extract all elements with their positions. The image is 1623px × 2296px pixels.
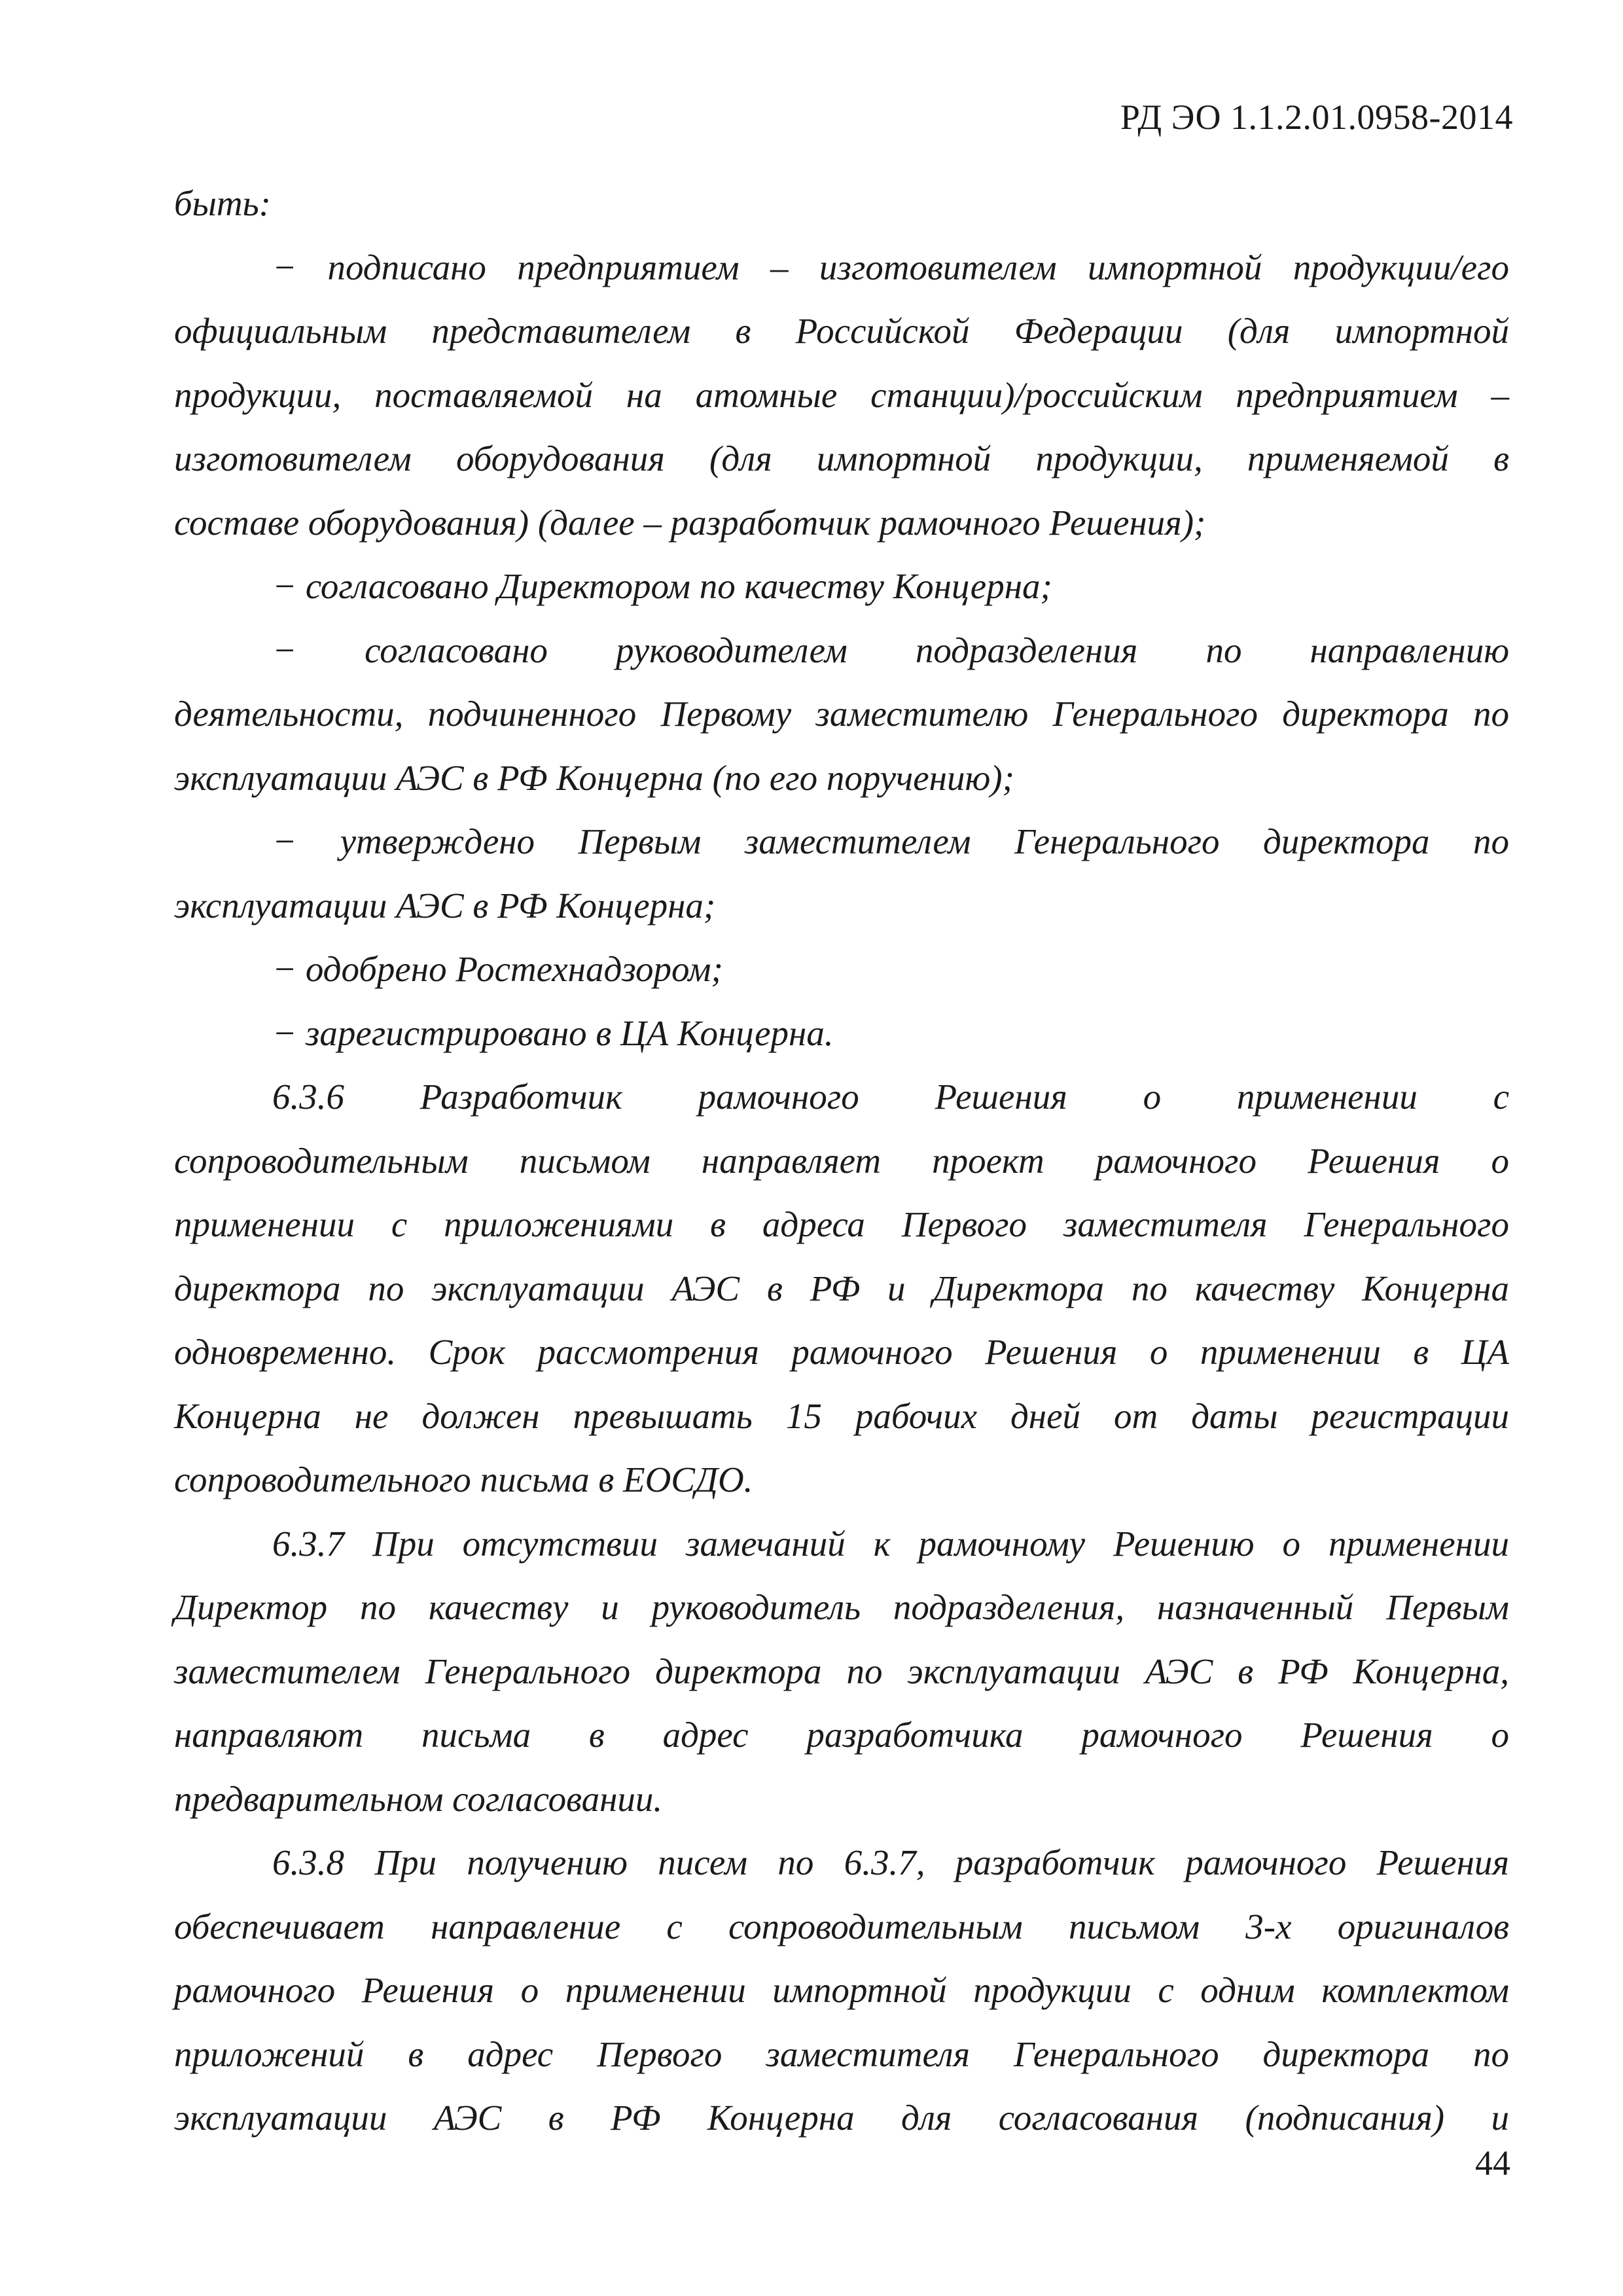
text-line: приложений в адрес Первого заместителя Генерального директора по <box>174 2034 1509 2074</box>
text-line: применении с приложениями в адреса Первого заместителя Генерального <box>174 1204 1509 1244</box>
text-line: эксплуатации АЭС в РФ Концерна (по его поручению); <box>174 757 1014 798</box>
text-line: − согласовано Директором по качеству Концерна; <box>272 566 1052 606</box>
text-line: Концерна не должен превышать 15 рабочих дней от даты регистрации <box>174 1395 1509 1436</box>
text-line: Директор по качеству и руководитель подразделения, назначенный Первым <box>174 1587 1509 1627</box>
text-line: − согласовано руководителем подразделения по направлению <box>272 630 1509 670</box>
text-line: − подписано предприятием – изготовителем импортной продукции/его <box>272 247 1509 287</box>
text-line: быть: <box>174 183 271 223</box>
text-line: официальным представителем в Российской Федерации (для импортной <box>174 311 1509 351</box>
text-line: обеспечивает направление с сопроводительным письмом 3-х оригиналов <box>174 1906 1509 1946</box>
text-line: 6.3.8 При получению писем по 6.3.7, разработчик рамочного Решения <box>272 1842 1509 1882</box>
text-line: продукции, поставляемой на атомные станции)/российским предприятием – <box>174 374 1509 415</box>
text-line: предварительном согласовании. <box>174 1778 663 1819</box>
page-number: 44 <box>1475 2144 1510 2183</box>
text-line: деятельности, подчиненного Первому заместителю Генерального директора по <box>174 694 1509 734</box>
text-line: рамочного Решения о применении импортной продукции с одним комплектом <box>174 1970 1509 2010</box>
text-line: 6.3.7 При отсутствии замечаний к рамочному Решению о применении <box>272 1523 1509 1564</box>
document-code: РД ЭО 1.1.2.01.0958-2014 <box>1120 98 1513 137</box>
text-line: сопроводительным письмом направляет проект рамочного Решения о <box>174 1140 1509 1181</box>
text-line: − зарегистрировано в ЦА Концерна. <box>272 1013 834 1053</box>
text-line: эксплуатации АЭС в РФ Концерна; <box>174 885 716 925</box>
text-line: 6.3.6 Разработчик рамочного Решения о применении с <box>272 1077 1509 1117</box>
text-line: директора по эксплуатации АЭС в РФ и Директора по качеству Концерна <box>174 1268 1509 1308</box>
text-line: сопроводительного письма в ЕОСДО. <box>174 1460 753 1499</box>
text-line: эксплуатации АЭС в РФ Концерна для согласования (подписания) и <box>174 2098 1509 2138</box>
text-line: − утверждено Первым заместителем Генерального директора по <box>272 821 1509 861</box>
text-line: направляют письма в адрес разработчика рамочного Решения о <box>174 1715 1509 1755</box>
text-line: составе оборудования) (далее – разработчик рамочного Решения); <box>174 502 1206 543</box>
text-line: заместителем Генерального директора по эксплуатации АЭС в РФ Концерна, <box>174 1651 1509 1691</box>
text-line: одновременно. Срок рассмотрения рамочного Решения о применении в ЦА <box>174 1332 1509 1372</box>
text-line: − одобрено Ростехнадзором; <box>272 949 723 989</box>
body-text <box>174 171 1509 2150</box>
text-line: изготовителем оборудования (для импортной продукции, применяемой в <box>174 439 1509 478</box>
